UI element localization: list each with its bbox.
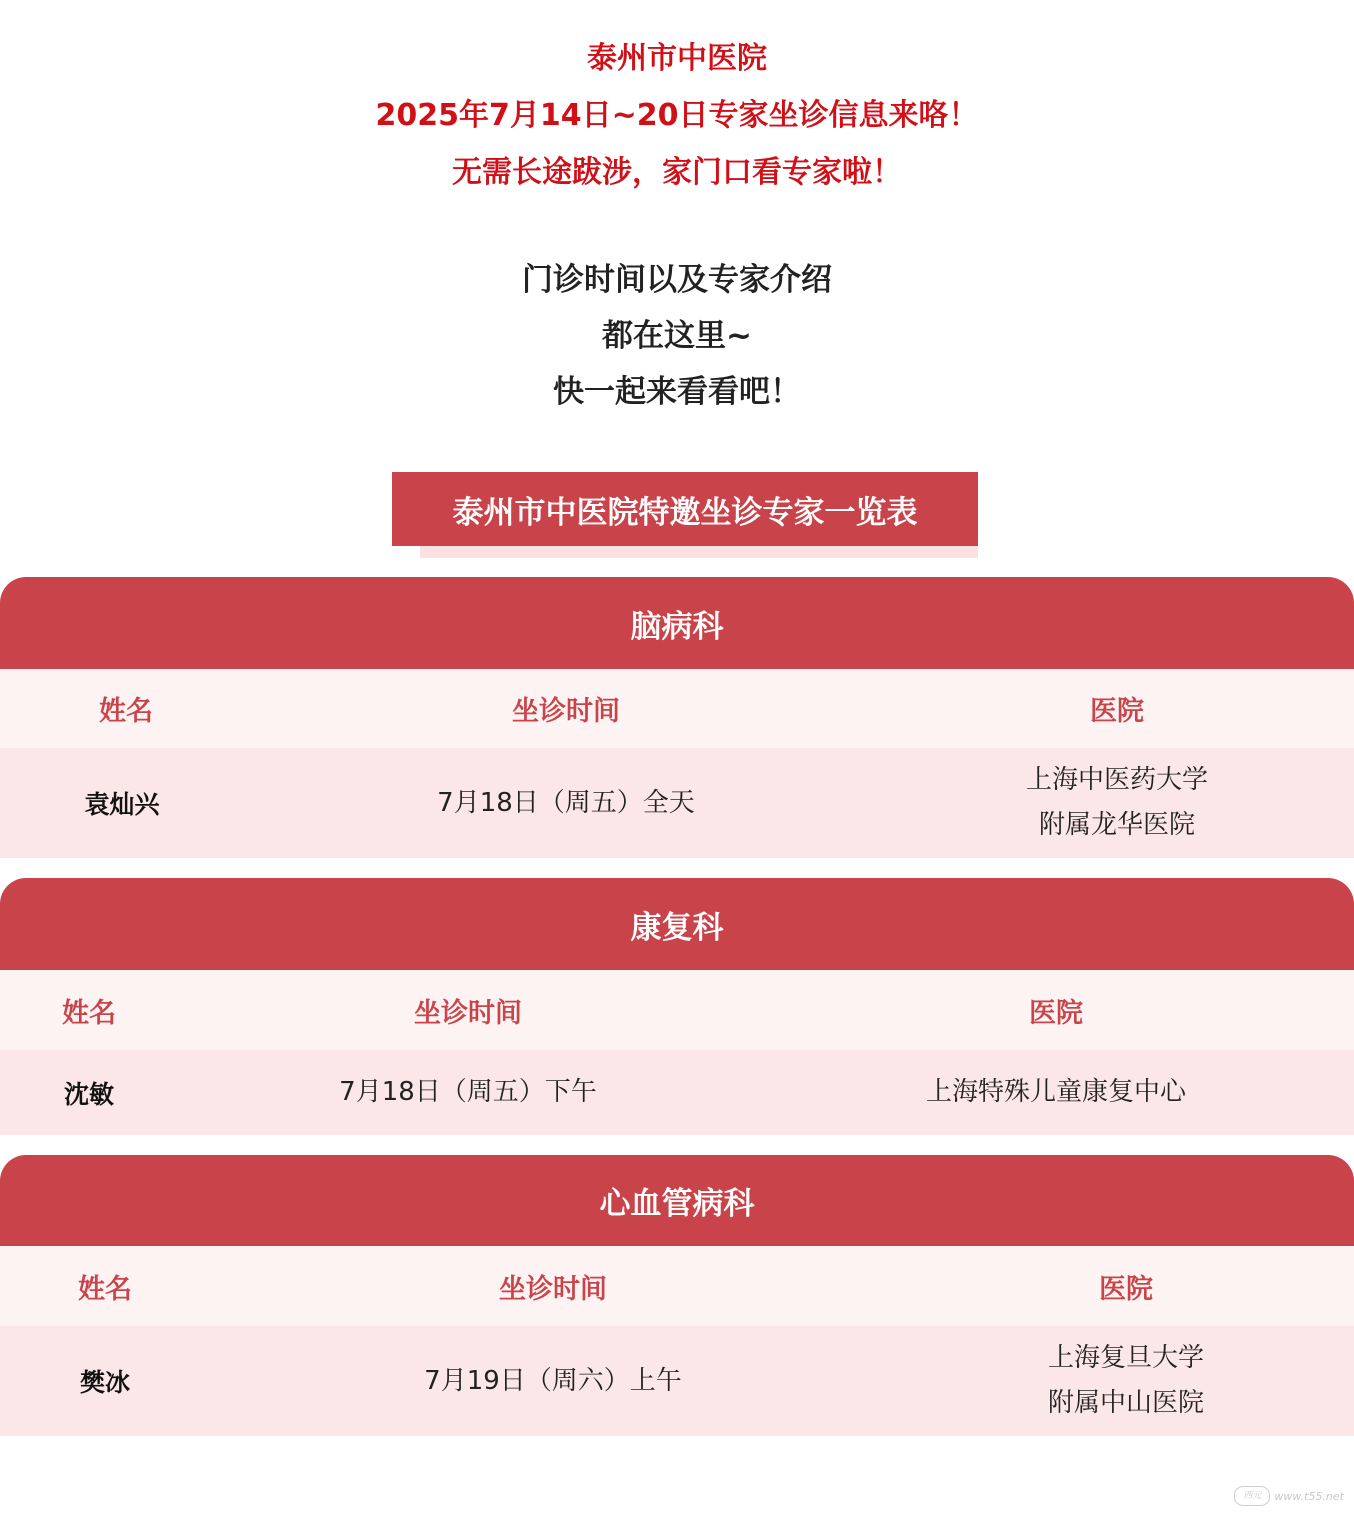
- clinic-time: 7月18日（周五）全天: [437, 787, 695, 818]
- expert-name: 袁灿兴: [84, 790, 160, 819]
- hospital-line: 附属中山医院: [1047, 1388, 1204, 1418]
- intro-line-2: 都在这里~: [602, 318, 752, 354]
- table-row: [0, 748, 1354, 858]
- watermark: [1234, 1486, 1344, 1506]
- department-section: [0, 878, 1354, 1135]
- header-time: 坐诊时间: [512, 696, 620, 727]
- hospital-line: 上海特殊儿童康复中心: [925, 1077, 1186, 1107]
- hospital-name: 泰州市中医院: [587, 41, 767, 76]
- intro-line-1: 门诊时间以及专家介绍: [522, 262, 832, 298]
- banner-title: 泰州市中医院特邀坐诊专家一览表: [392, 472, 978, 546]
- expert-hospital: [898, 1326, 1354, 1436]
- watermark-text: www.t55.net: [1274, 1489, 1344, 1503]
- intro-red-block: [0, 30, 1354, 201]
- schedule-headline: 2025年7月14日~20日专家坐诊信息来咯！: [375, 98, 979, 133]
- table-row: [0, 1326, 1354, 1436]
- hospital-line: 上海中医药大学: [1025, 765, 1208, 795]
- hospital-line: 附属龙华医院: [1038, 810, 1195, 840]
- header-hospital: 医院: [1029, 997, 1083, 1029]
- expert-hospital: [880, 748, 1354, 858]
- expert-hospital: [760, 1050, 1352, 1135]
- header-time: 坐诊时间: [499, 1273, 607, 1305]
- header-hospital: 医院: [1090, 696, 1144, 727]
- department-section: [0, 1155, 1354, 1436]
- table-header-row: [0, 1246, 1354, 1326]
- department-title: 脑病科: [0, 577, 1354, 669]
- department-title: 心血管病科: [0, 1155, 1354, 1246]
- clinic-time: 7月18日（周五）下午: [339, 1077, 597, 1107]
- intro-dark-block: [0, 252, 1354, 420]
- header-hospital: 医院: [1099, 1273, 1153, 1305]
- header-name: 姓名: [78, 1273, 132, 1305]
- slogan: 无需长途跋涉，家门口看专家啦！: [452, 155, 902, 190]
- table-header-row: [0, 669, 1354, 748]
- table-banner: [392, 472, 978, 558]
- department-section: [0, 577, 1354, 858]
- table-row: [0, 1050, 1354, 1135]
- hospital-line: 上海复旦大学: [1047, 1343, 1204, 1373]
- table-header-row: [0, 970, 1354, 1050]
- watermark-logo-icon: 西元: [1234, 1486, 1270, 1506]
- department-title: 康复科: [0, 878, 1354, 970]
- clinic-time: 7月19日（周六）上午: [424, 1365, 682, 1396]
- header-name: 姓名: [62, 997, 116, 1029]
- header-name: 姓名: [99, 696, 153, 727]
- expert-name: 沈敏: [63, 1079, 114, 1109]
- expert-name: 樊冰: [79, 1368, 130, 1397]
- header-time: 坐诊时间: [414, 997, 522, 1029]
- intro-line-3: 快一起来看看吧！: [553, 374, 801, 410]
